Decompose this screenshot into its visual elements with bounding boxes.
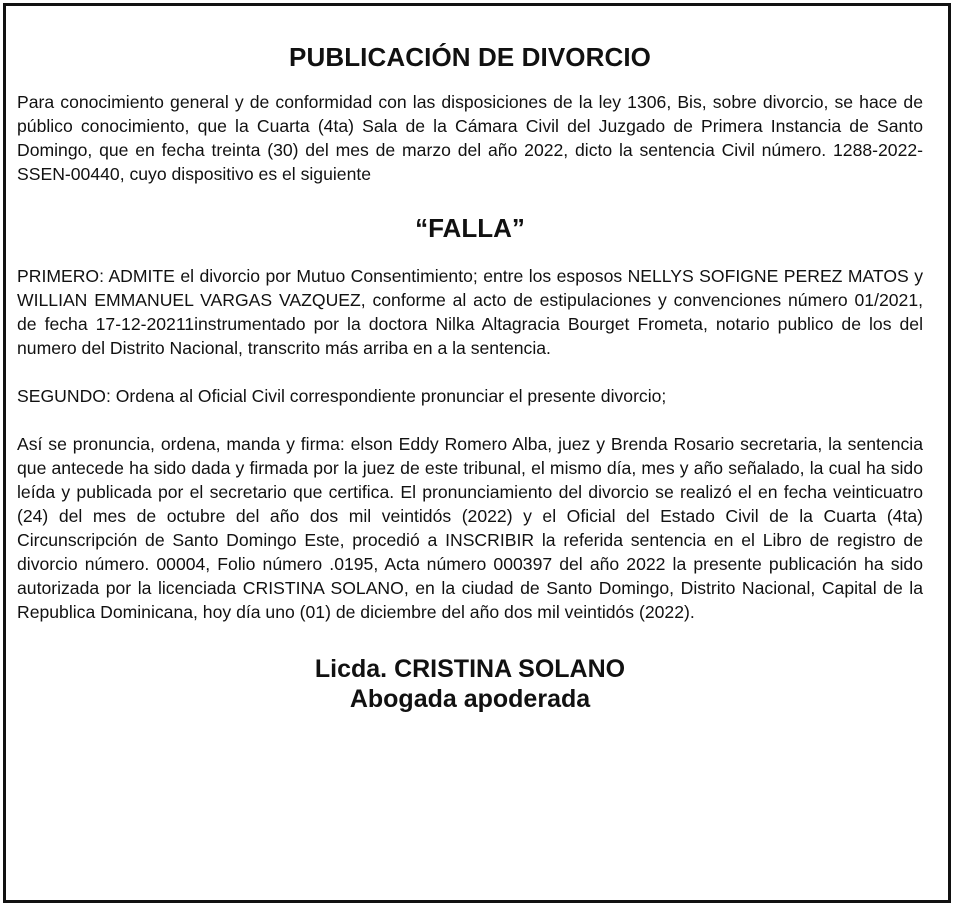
signature-block	[17, 654, 923, 714]
falla-heading: “FALLA”	[415, 213, 525, 243]
signature-name: Licda. CRISTINA SOLANO	[314, 655, 626, 683]
notice-title: PUBLICACIÓN DE DIVORCIO	[289, 42, 651, 72]
closing-paragraph: Así se pronuncia, ordena, manda y firma: elson Eddy Romero Alba, juez y Brenda Rosario secretaria, la sentencia que antecede ha sido dada y firmada por la juez de este tribunal, el mismo día, mes y año señalado, la cual ha sido leída y publicada por el secretario que certifica. El pronunciamiento del divorcio se realizó el en fecha veinticuatro (24) del mes de octubre del año dos mil veintidós (2022) y el Oficial del Estado Civil de la Cuarta (4ta) Circunscripción de Santo Domingo Este, procedió a INSCRIBIR la referida sentencia en el Libro de registro de divorcio número. 00004, Folio número .0195, Acta número 000397 del año 2022 la presente publicación ha sido autorizada por la licenciada CRISTINA SOLANO, en la ciudad de Santo Domingo, Distrito Nacional, Capital de la Republica Dominicana, hoy día uno (01) de diciembre del año dos mil veintidós (2022).	[17, 434, 923, 622]
primero-paragraph: PRIMERO: ADMITE el divorcio por Mutuo Consentimiento; entre los esposos NELLYS SOFIGNE PEREZ MATOS y WILLIAN EMMANUEL VARGAS VAZQUEZ, conforme al acto de estipulaciones y convenciones número 01/2021, de fecha 17-12-20211instrumentado por la doctora Nilka Altagracia Bourget Frometa, notario publico de los del numero del Distrito Nacional, transcrito más arriba en a la sentencia.	[17, 266, 923, 358]
segundo-paragraph: SEGUNDO: Ordena al Oficial Civil correspondiente pronunciar el presente divorcio;	[17, 386, 667, 406]
notice-content	[17, 40, 923, 714]
intro-paragraph: Para conocimiento general y de conformidad con las disposiciones de la ley 1306, Bis, sobre divorcio, se hace de público conocimiento, que la Cuarta (4ta) Sala de la Cámara Civil del Juzgado de Primera Instancia de Santo Domingo, que en fecha treinta (30) del mes de marzo del año 2022, dicto la sentencia Civil número. 1288-2022-SSEN-00440, cuyo dispositivo es el siguiente	[17, 92, 923, 184]
signature-role: Abogada apoderada	[349, 685, 591, 713]
